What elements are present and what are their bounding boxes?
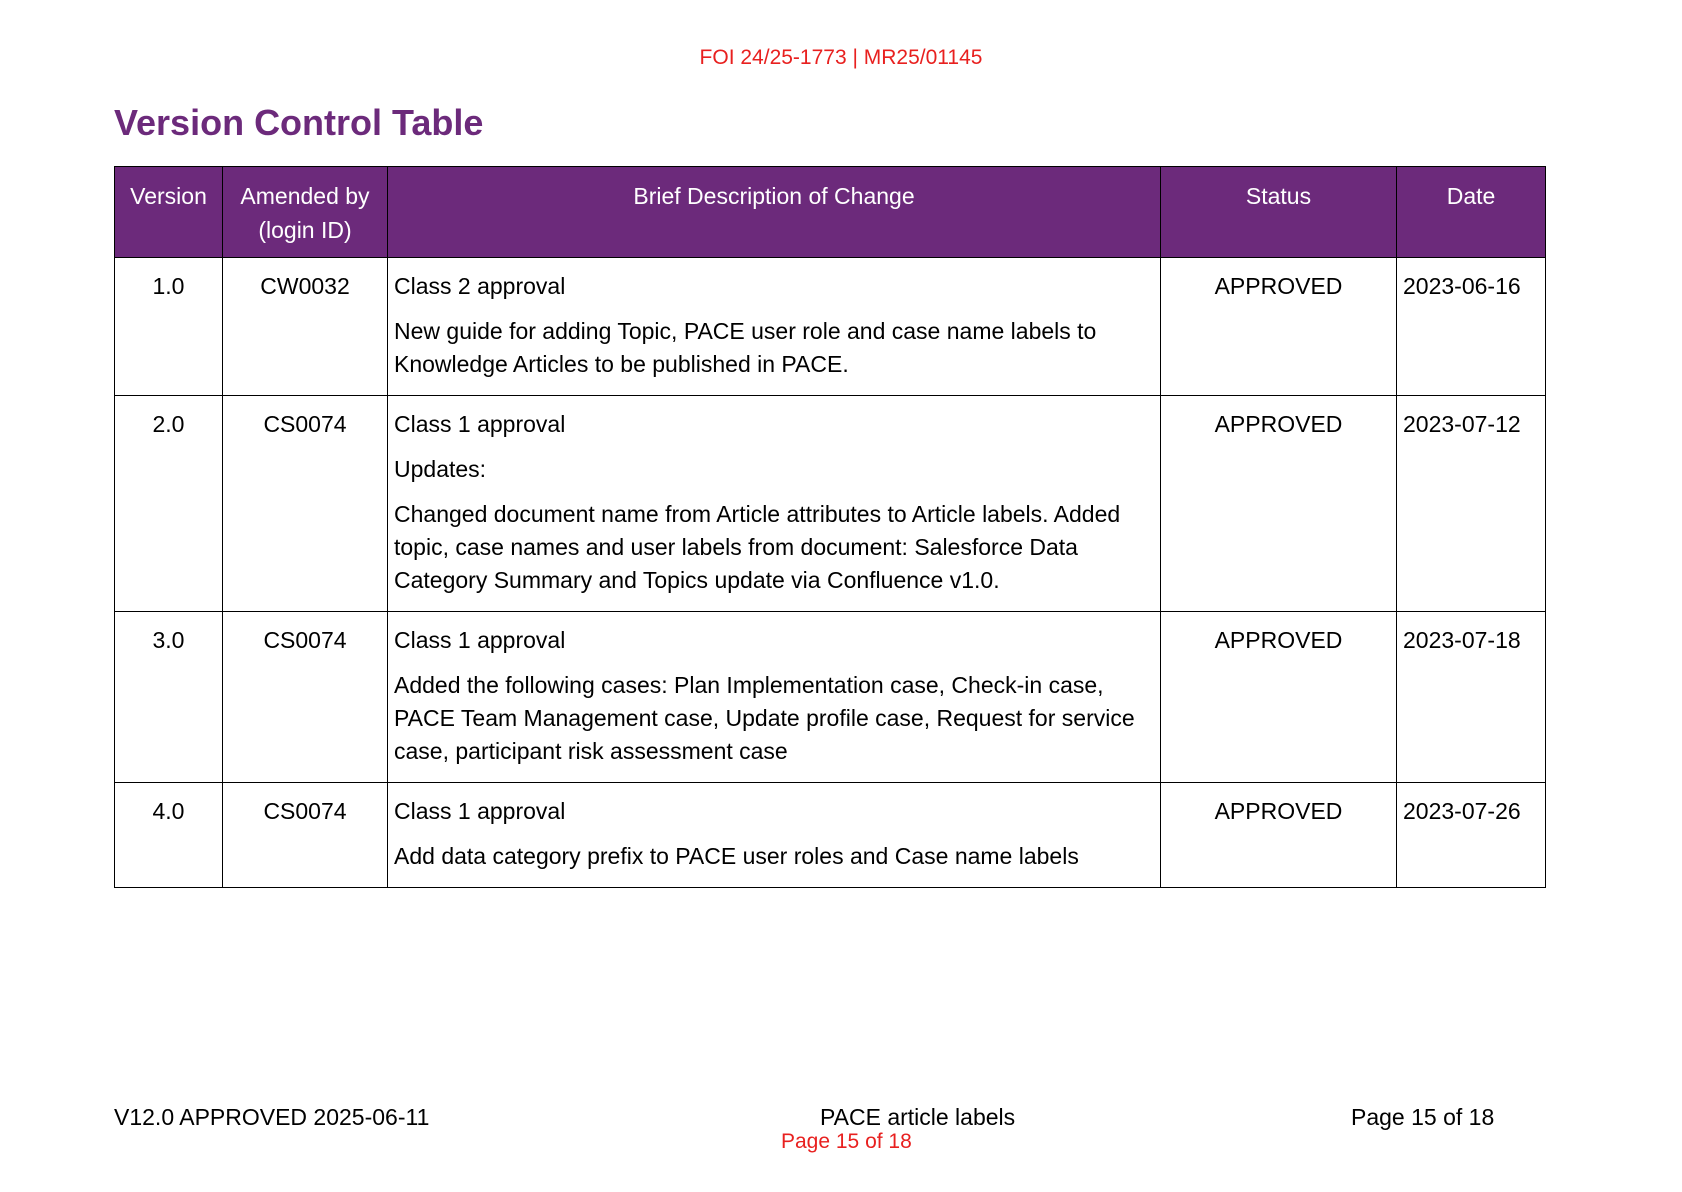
column-header-amended-by-line1: Amended by <box>240 183 370 209</box>
cell-status: APPROVED <box>1161 783 1397 888</box>
column-header-version: Version <box>115 167 223 258</box>
cell-version: 3.0 <box>115 612 223 783</box>
cell-date: 2023-07-12 <box>1397 396 1546 612</box>
cell-amended-by: CS0074 <box>223 783 388 888</box>
description-paragraph: Class 2 approval <box>394 273 566 299</box>
description-paragraph: Class 1 approval <box>394 798 566 824</box>
description-paragraph: New guide for adding Topic, PACE user role and case name labels to Knowledge Articles to be published in PACE. <box>394 318 1097 377</box>
cell-status: APPROVED <box>1161 258 1397 396</box>
cell-amended-by: CW0032 <box>223 258 388 396</box>
column-header-amended-by <box>223 167 388 258</box>
table-row <box>115 396 1546 612</box>
cell-date: 2023-07-26 <box>1397 783 1546 888</box>
cell-description <box>388 396 1161 612</box>
column-header-date: Date <box>1397 167 1546 258</box>
description-paragraph: Class 1 approval <box>394 411 566 437</box>
cell-amended-by: CS0074 <box>223 396 388 612</box>
cell-version: 4.0 <box>115 783 223 888</box>
version-control-table <box>114 166 1546 888</box>
table-row <box>115 258 1546 396</box>
foi-reference: FOI 24/25-1773 | MR25/01145 <box>699 46 983 69</box>
footer-version-status: V12.0 APPROVED 2025-06-11 <box>114 1104 430 1130</box>
description-paragraph: Updates: <box>394 456 487 482</box>
cell-description <box>388 783 1161 888</box>
footer-page-number: Page 15 of 18 <box>1351 1104 1495 1130</box>
cell-status: APPROVED <box>1161 612 1397 783</box>
table-row <box>115 612 1546 783</box>
cell-version: 1.0 <box>115 258 223 396</box>
cell-version: 2.0 <box>115 396 223 612</box>
footer-document-title: PACE article labels <box>820 1104 1016 1130</box>
column-header-amended-by-line2: (login ID) <box>258 217 352 243</box>
table-header-row <box>115 167 1546 258</box>
footer-page-stamp: Page 15 of 18 <box>781 1130 912 1153</box>
description-paragraph: Add data category prefix to PACE user roles and Case name labels <box>394 843 1079 869</box>
description-paragraph: Class 1 approval <box>394 627 566 653</box>
page-title: Version Control Table <box>114 102 484 143</box>
description-paragraph: Added the following cases: Plan Implementation case, Check-in case, PACE Team Management case, Update profile case, Request for service case, participant risk assessment case <box>394 672 1135 764</box>
cell-description <box>388 258 1161 396</box>
cell-amended-by: CS0074 <box>223 612 388 783</box>
column-header-description: Brief Description of Change <box>388 167 1161 258</box>
cell-date: 2023-06-16 <box>1397 258 1546 396</box>
cell-description <box>388 612 1161 783</box>
table-row <box>115 783 1546 888</box>
cell-date: 2023-07-18 <box>1397 612 1546 783</box>
cell-status: APPROVED <box>1161 396 1397 612</box>
column-header-status: Status <box>1161 167 1397 258</box>
description-paragraph: Changed document name from Article attributes to Article labels. Added topic, case names and user labels from document: Salesforce Data Category Summary and Topics update via Confluence v1.0. <box>394 501 1121 593</box>
